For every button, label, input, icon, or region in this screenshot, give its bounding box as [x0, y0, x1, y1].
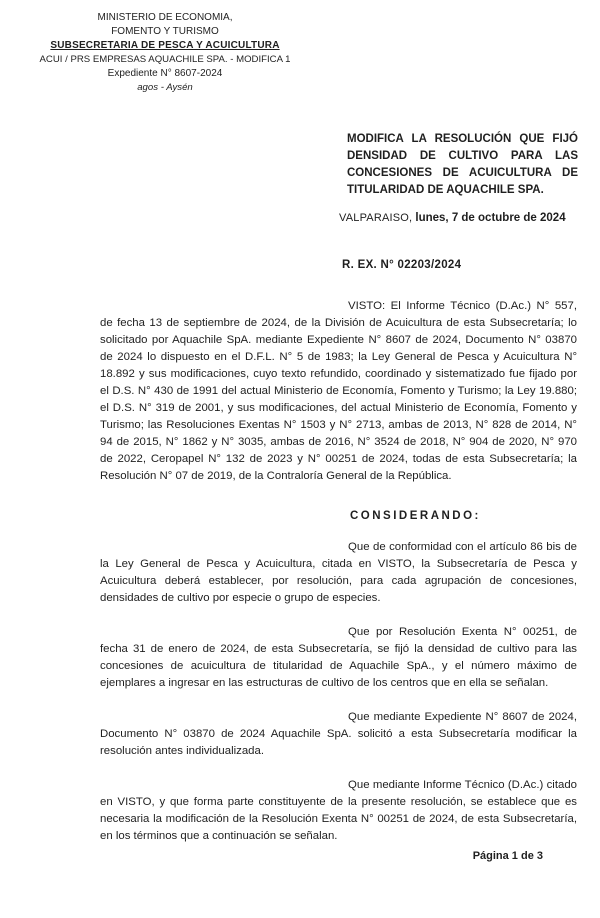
resolution-title: MODIFICA LA RESOLUCIÓN QUE FIJÓ DENSIDAD DE CULTIVO PARA LAS CONCESIONES DE ACUICULTURA DE TITULARIDAD DE AQUACHILE SPA. — [347, 133, 578, 196]
ministry-name-line1: MINISTERIO DE ECONOMIA, — [97, 12, 233, 23]
letterhead — [38, 11, 292, 95]
dateline-city: VALPARAISO, — [339, 212, 413, 224]
considerando-paragraph-2: Que por Resolución Exenta N° 00251, de fecha 31 de enero de 2024, de esta Subsecretaría, se fijó la densidad de cultivo para las concesiones de acuicultura de titularidad de Aquachile SpA., y el número máximo de ejemplares a ingresar en las estructuras de cultivo de los centros que en ella se señalan. — [100, 626, 577, 689]
ministry-name-line2: FOMENTO Y TURISMO — [111, 26, 219, 37]
considerando-paragraph-4: Que mediante Informe Técnico (D.Ac.) citado en VISTO, y que forma parte constituyente de la presente resolución, se establece que es necesaria la modificación de la Resolución Exenta N° 00251 de 2024, de esta Subsecretaría, en los términos que a continuación se señalan. — [100, 779, 577, 842]
considerando-heading: CONSIDERANDO: — [350, 510, 481, 522]
resolution-number: R. EX. N° 02203/2024 — [342, 259, 462, 271]
dateline-date: lunes, 7 de octubre de 2024 — [415, 212, 566, 224]
considerando-paragraph-3: Que mediante Expediente N° 8607 de 2024, Documento N° 03870 de 2024 Aquachile SpA. solicitó a esta Subsecretaría modificar la resolución antes individualizada. — [100, 711, 577, 757]
case-reference: ACUI / PRS EMPRESAS AQUACHILE SPA. - MODIFICA 1 — [39, 54, 291, 65]
expediente-number: Expediente N° 8607-2024 — [107, 68, 223, 79]
subsecretaria-name: SUBSECRETARIA DE PESCA Y ACUICULTURA — [50, 40, 280, 51]
considerando-paragraph-1: Que de conformidad con el artículo 86 bis de la Ley General de Pesca y Acuicultura, citada en VISTO, la Subsecretaría de Pesca y Acuicultura deberá establecer, por resolución, para cada agrupación de concesiones, densidades de cultivo por especie o grupo de especies. — [100, 541, 577, 604]
visto-paragraph: VISTO: El Informe Técnico (D.Ac.) N° 557, de fecha 13 de septiembre de 2024, de la División de Acuicultura de esta Subsecretaría; lo solicitado por Aquachile SpA. mediante Expediente N° 8607 de 2024, Documento N° 03870 de 2024 lo dispuesto en el D.F.L. N° 5 de 1983; la Ley General de Pesca y Acuicultura N° 18.892 y sus modificaciones, cuyo texto refundido, coordinado y sistematizado fue fijado por el D.S. N° 430 de 1991 del actual Ministerio de Economía, Fomento y Turismo; la Ley 19.880; el D.S. N° 319 de 2001, y sus modificaciones, del actual Ministerio de Economía, Fomento y Turismo; las Resoluciones Exentas N° 1503 y N° 2713, ambas de 2013, N° 828 de 2014, N° 94 de 2015, N° 1862 y N° 3035, ambas de 2016, N° 3524 de 2018, N° 904 de 2020, N° 970 de 2022, Ceropapel N° 132 de 2023 y N° 00251 de 2024, todas de esta Subsecretaría; la Resolución N° 07 de 2019, de la Contraloría General de la República. — [100, 300, 577, 482]
regions-line: agos - Aysén — [137, 82, 193, 93]
page-number-indicator: Página 1 de 3 — [472, 850, 543, 862]
document-body — [100, 298, 577, 862]
dateline — [339, 212, 566, 224]
